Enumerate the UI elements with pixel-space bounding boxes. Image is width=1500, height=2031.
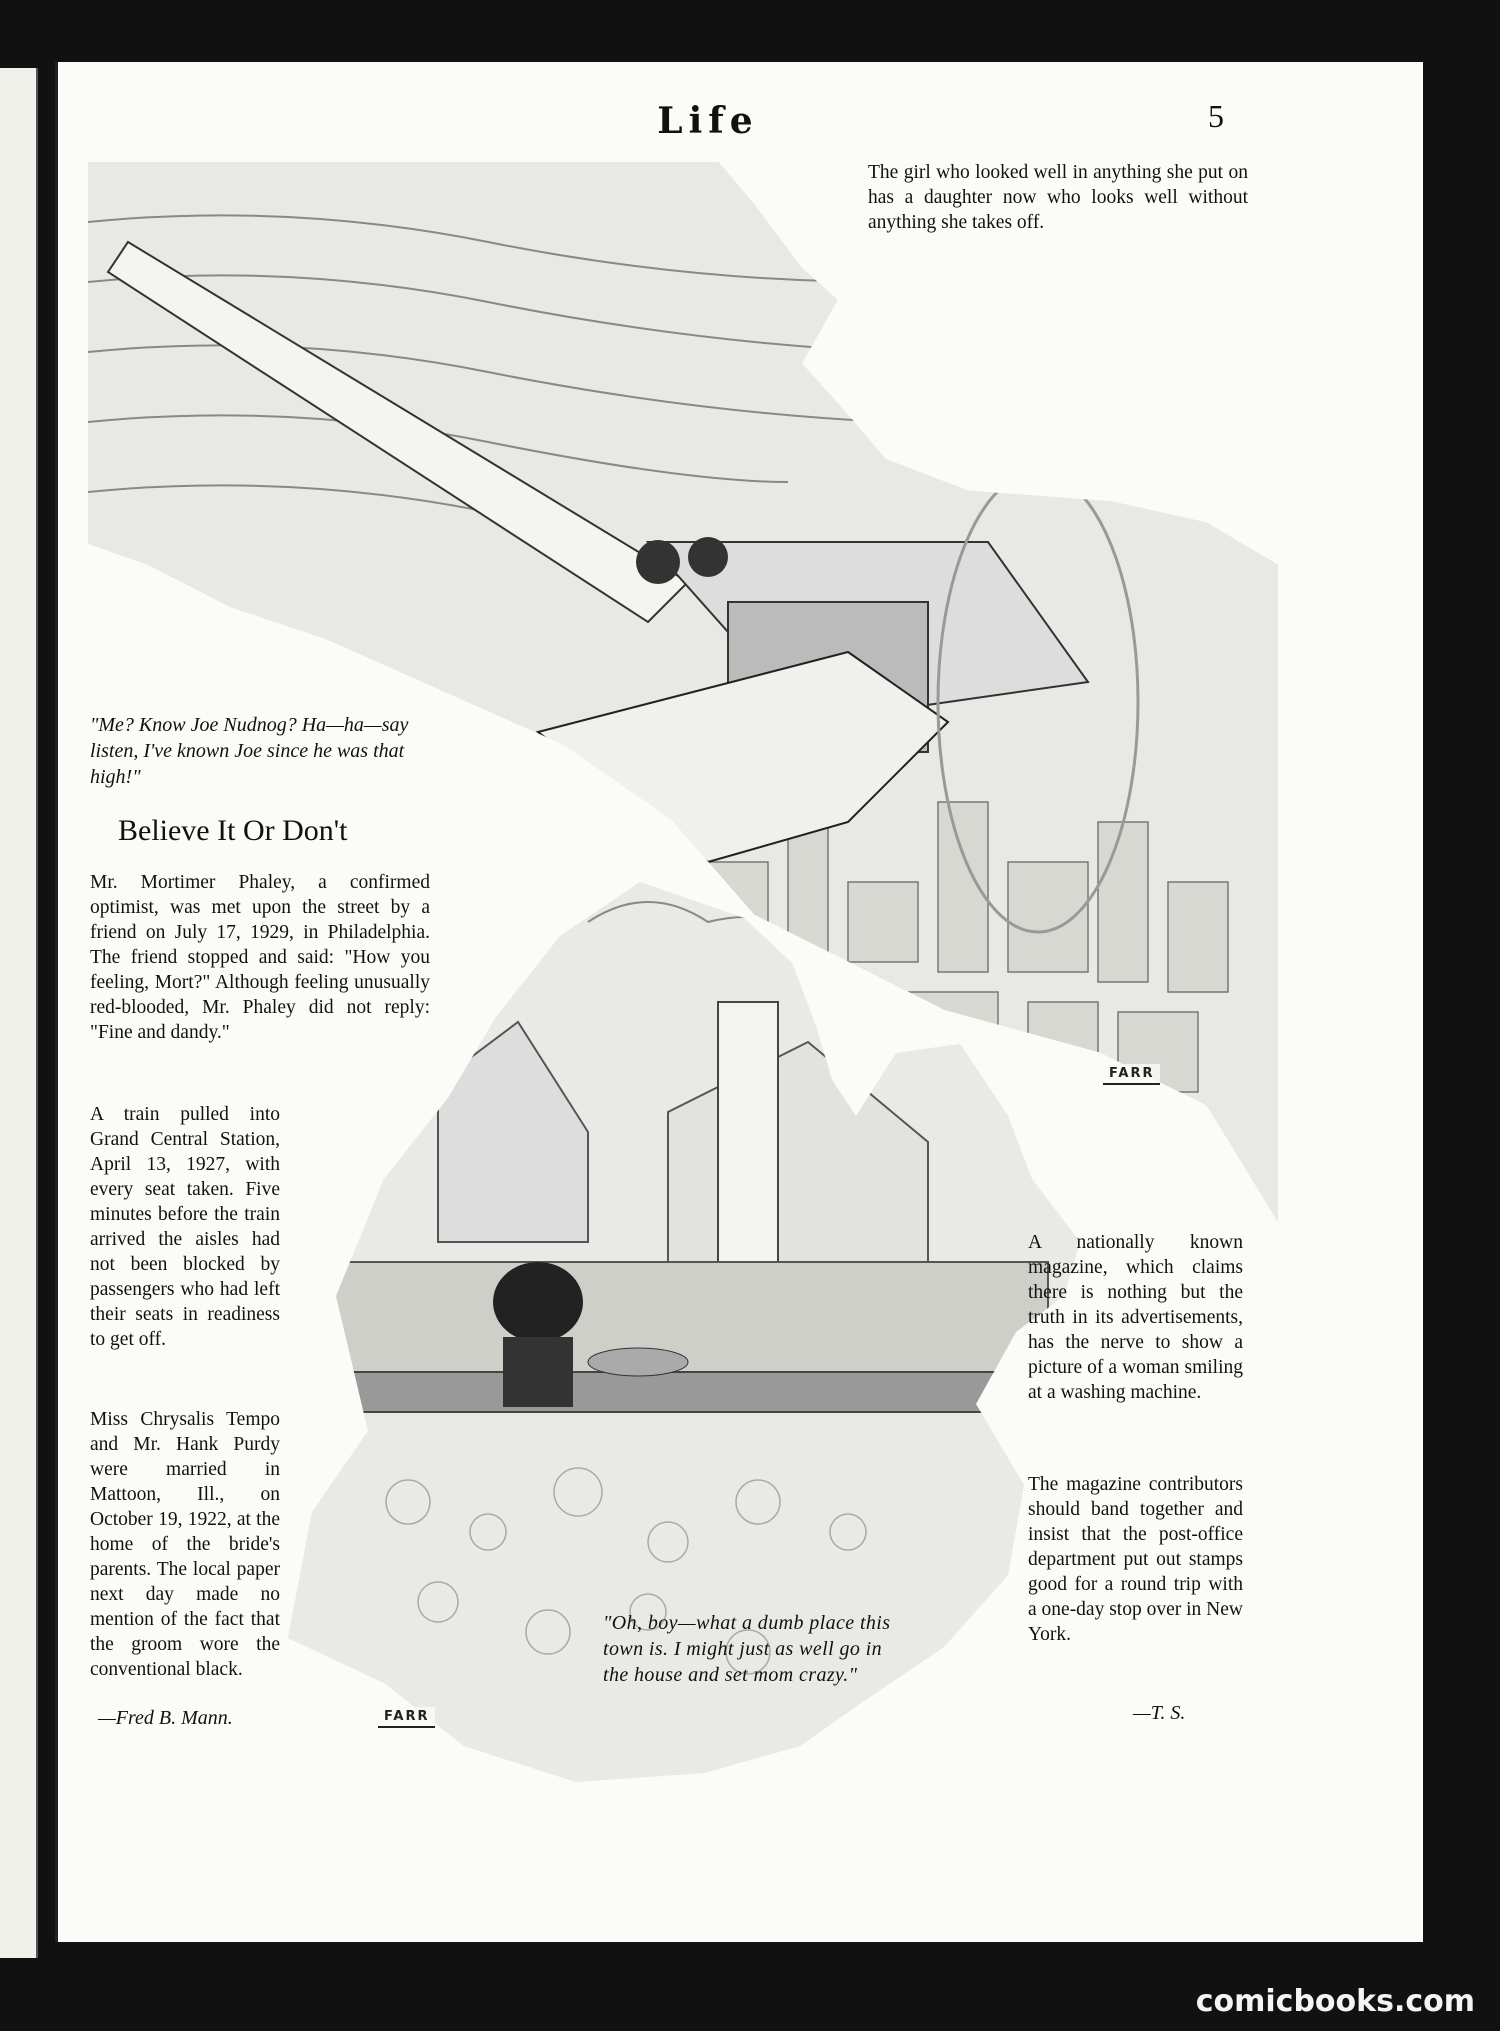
right-paragraph-1: A nationally known magazine, which claims there is nothing but the truth in its advertisements, has the nerve to show a picture of a woman smiling at a washing machine.: [1028, 1232, 1243, 1403]
adjacent-page-edge: [0, 68, 38, 1958]
article-heading: Believe It Or Don't: [118, 814, 348, 847]
article-paragraph-2: A train pulled into Grand Central Station, April 13, 1927, with every seat taken. Five minutes before the train arrived the aisles had not been blocked by passengers who had left their seats in readiness to get off.: [90, 1104, 280, 1350]
top-quip: The girl who looked well in anything she put on has a daughter now who looks well without anything she takes off.: [868, 162, 1248, 233]
right-paragraph-2: The magazine contributors should band together and insist that the post-office department put out stamps good for a round trip with a one-day stop over in New York.: [1028, 1474, 1243, 1645]
magazine-page: [55, 62, 1423, 1942]
article-paragraph-3: Miss Chrysalis Tempo and Mr. Hank Purdy were married in Mattoon, Ill., on October 19, 1922, at the home of the bride's parents. The local paper next day made no mention of the fact that the groom wore the conventional black.: [90, 1409, 280, 1680]
artist-signature-bottom: FARR: [378, 1707, 435, 1728]
artist-signature-top: FARR: [1103, 1064, 1160, 1085]
page-number: 5: [1208, 98, 1224, 134]
right-byline: —T. S.: [1133, 1702, 1186, 1724]
article-paragraph-1: Mr. Mortimer Phaley, a confirmed optimist, was met upon the street by a friend on July 17, 1929, in Philadelphia. The friend stopped and said: "How you feeling, Mort?" Although feeling unusually red-blooded, Mr. Phaley did not reply: "Fine and dandy.": [90, 872, 430, 1043]
watermark-text: comicbooks.com: [1195, 1984, 1475, 2019]
article-byline: —Fred B. Mann.: [98, 1707, 233, 1729]
top-cartoon-caption: "Me? Know Joe Nudnog? Ha—ha—say listen, I've known Joe since he was that high!": [90, 714, 409, 788]
masthead-title: Life: [657, 100, 759, 142]
bottom-cartoon-caption: "Oh, boy—what a dumb place this town is. I might just as well go in the house and set mom crazy.": [603, 1612, 891, 1686]
